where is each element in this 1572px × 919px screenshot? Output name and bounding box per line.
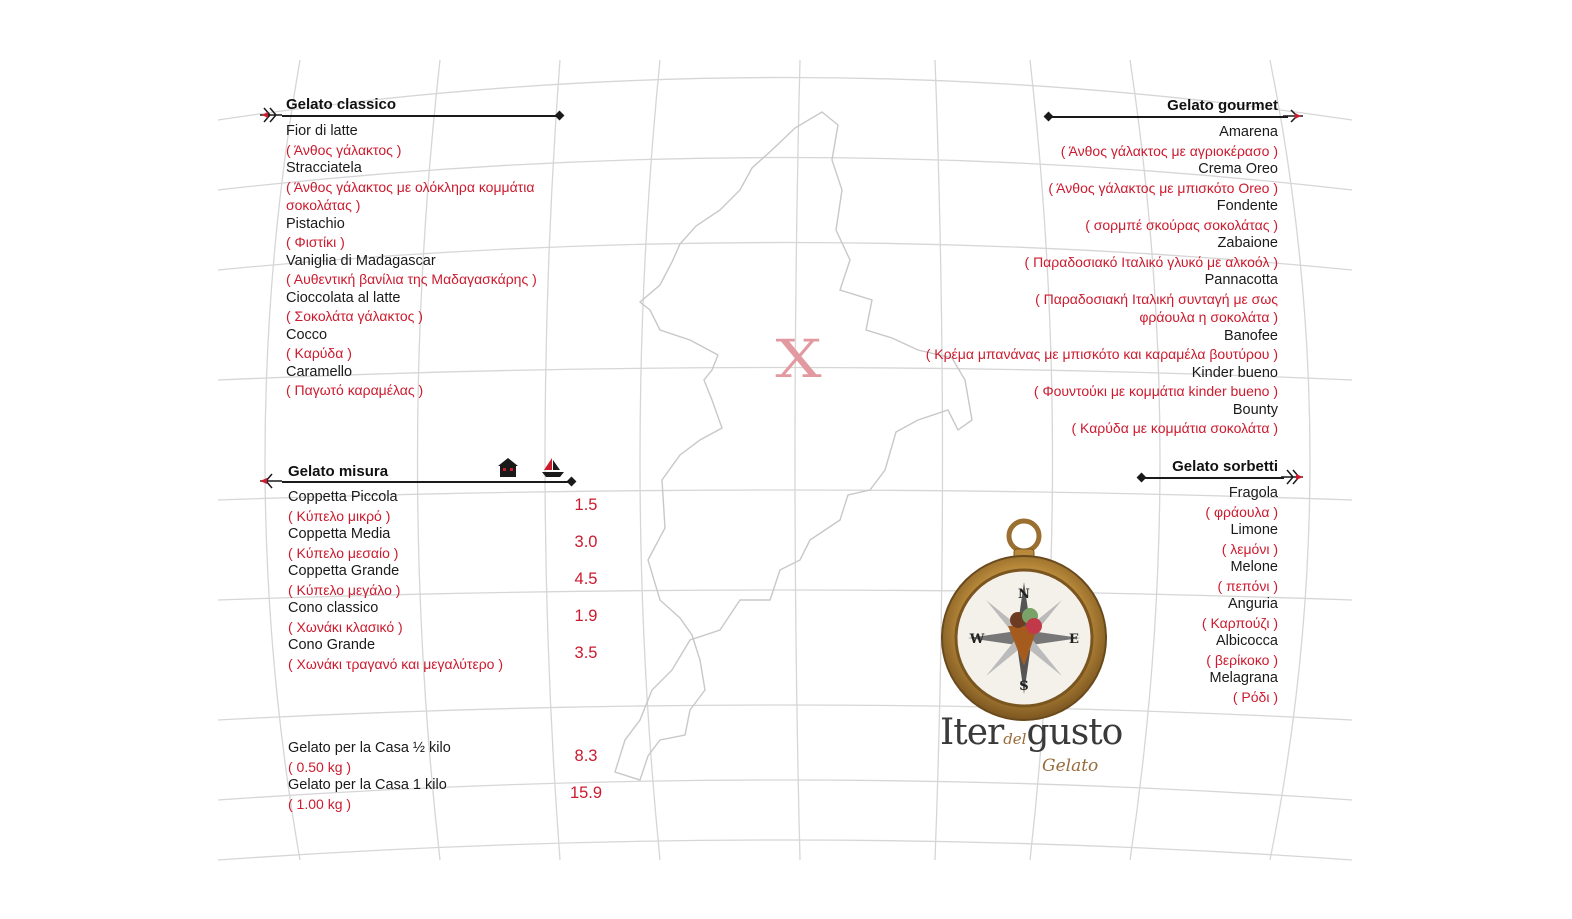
price-label: 15.9 <box>569 784 603 802</box>
sorbetti-title: Gelato sorbetti <box>1172 458 1278 475</box>
flavor-name: Banofee <box>1223 327 1278 344</box>
compass-east-label: E <box>1069 632 1079 647</box>
flavor-name: Kinder bueno <box>1191 364 1278 381</box>
size-description: ( Χωνάκι κλασικό ) <box>288 618 403 635</box>
size-name: Coppetta Media <box>288 526 391 542</box>
menu-item <box>288 636 598 673</box>
flavor-name: Melagrana <box>1209 670 1278 686</box>
menu-item <box>900 364 1278 401</box>
menu-item <box>288 776 603 813</box>
flavor-description: ( Άνθος γάλακτος με μπισκότο Oreo ) <box>1048 179 1278 196</box>
arrow-fletching-icon <box>258 106 284 124</box>
arrow-fletching-icon <box>1283 107 1305 125</box>
flavor-description: ( Παγωτό καραμέλας ) <box>286 382 424 398</box>
size-name: Gelato per la Casa ½ kilo <box>288 740 451 756</box>
header-rule <box>282 481 572 483</box>
flavor-name: Cioccolata al latte <box>286 289 401 306</box>
flavor-name: Cocco <box>286 326 328 343</box>
price-label: 3.5 <box>574 644 598 662</box>
price-label: 1.5 <box>574 496 598 514</box>
flavor-name: Amarena <box>1219 124 1278 140</box>
flavor-name: Vaniglia di Madagascar <box>286 252 436 269</box>
header-rule <box>1142 477 1284 479</box>
menu-item <box>286 215 578 252</box>
size-description: ( Κύπελο μικρό ) <box>288 507 391 524</box>
menu-item <box>1130 595 1278 632</box>
menu-item <box>1130 632 1278 669</box>
flavor-name: Albicocca <box>1215 633 1278 649</box>
size-description: ( Κύπελο μεγάλο ) <box>288 581 401 598</box>
flavor-description: ( Αυθεντική βανίλια της Μαδαγασκάρης ) <box>286 271 537 287</box>
menu-item <box>286 363 578 400</box>
size-name: Cono Grande <box>288 637 376 653</box>
flavor-name: Zabaione <box>1217 235 1278 251</box>
flavor-name: Anguria <box>1228 596 1278 612</box>
flavor-description: ( Φιστίκι ) <box>286 234 345 250</box>
menu-item <box>900 271 1278 308</box>
flavor-name: Bounty <box>1232 401 1278 418</box>
arrow-head-icon <box>555 111 565 121</box>
flavor-description: ( Παραδοσιακό Ιταλικό γλυκό με αλκοόλ ) <box>1024 253 1278 270</box>
menu-item <box>900 308 1278 327</box>
menu-item <box>286 159 578 215</box>
flavor-description: ( βερίκοκο ) <box>1206 651 1278 668</box>
logo-subtitle: Gelato <box>1042 756 1099 776</box>
logo-del: del <box>1003 730 1027 748</box>
menu-item <box>288 739 598 776</box>
header-rule <box>1048 116 1288 118</box>
menu-item <box>1130 484 1278 521</box>
flavor-description: ( πεπόνι ) <box>1217 577 1278 594</box>
header-rule <box>282 115 560 117</box>
compass-south-label: S <box>1019 679 1029 694</box>
gourmet-section <box>900 97 1305 438</box>
flavor-description: ( Καρύδα με κομμάτια σοκολάτα ) <box>1071 420 1278 436</box>
map-x-mark: X <box>775 330 822 390</box>
flavor-name: Pistachio <box>286 215 345 232</box>
logo-gusto: gusto <box>1026 712 1123 753</box>
flavor-name: Stracciatela <box>286 160 362 176</box>
menu-item <box>900 327 1278 364</box>
boat-icon <box>540 456 566 478</box>
flavor-description: ( Παραδοσιακή Ιταλική συνταγή με σως <box>1035 290 1278 307</box>
menu-item <box>286 252 578 289</box>
size-description: ( Κύπελο μεσαίο ) <box>288 544 399 561</box>
misura-title: Gelato misura <box>288 463 389 480</box>
menu-item <box>1130 521 1278 558</box>
gourmet-header <box>900 97 1305 123</box>
classic-header <box>258 96 578 122</box>
casa-list <box>258 739 603 813</box>
classic-list <box>258 122 578 400</box>
size-name: Coppetta Piccola <box>288 489 398 505</box>
menu-item <box>900 160 1278 197</box>
misura-section <box>258 462 603 813</box>
flavor-name: Melone <box>1230 559 1278 575</box>
classic-title: Gelato classico <box>286 96 397 113</box>
price-label: 3.0 <box>574 533 598 551</box>
menu-item <box>900 234 1278 271</box>
sorbetti-list <box>1130 484 1305 706</box>
size-name: Gelato per la Casa 1 kilo <box>288 777 447 793</box>
menu-item <box>286 122 578 159</box>
compass-north-label: N <box>1018 587 1030 602</box>
gourmet-title: Gelato gourmet <box>1167 97 1278 114</box>
flavor-name: Crema Oreo <box>1198 161 1278 177</box>
menu-item <box>1130 669 1278 706</box>
arrow-head-icon <box>567 477 577 487</box>
flavor-description: ( σορμπέ σκούρας σοκολάτας ) <box>1085 216 1278 233</box>
menu-item <box>900 401 1278 438</box>
sorbetti-section <box>1130 458 1305 706</box>
brand-logo <box>940 712 1122 753</box>
gourmet-list <box>900 123 1305 438</box>
menu-item <box>900 197 1278 234</box>
size-description: ( 0.50 kg ) <box>288 758 352 775</box>
flavor-description: ( Ρόδι ) <box>1232 688 1278 705</box>
flavor-description: ( λεμόνι ) <box>1221 540 1278 557</box>
flavor-description: ( Άνθος γάλακτος με αγριοκέρασο ) <box>1060 142 1278 159</box>
size-name: Coppetta Grande <box>288 563 400 579</box>
flavor-description: ( Άνθος γάλακτος ) <box>286 141 402 158</box>
flavor-description: ( Καρπούζι ) <box>1201 614 1278 631</box>
flavor-description: ( Άνθος γάλακτος με ολόκληρα κομμάτια σοκολάτας ) <box>286 178 535 213</box>
logo-iter: Iter <box>940 712 1004 753</box>
house-icon <box>496 456 520 478</box>
flavor-name: Caramello <box>286 363 353 380</box>
classic-section <box>258 96 578 400</box>
price-label: 8.3 <box>574 747 598 765</box>
flavor-name: Limone <box>1230 522 1278 538</box>
menu-item <box>288 599 598 636</box>
flavor-name: Fragola <box>1228 485 1278 501</box>
flavor-description: ( φράουλα ) <box>1205 503 1278 520</box>
flavor-description: ( Κρέμα μπανάνας με μπισκότο και καραμέλα βουτύρου ) <box>925 346 1278 362</box>
flavor-description: ( Σοκολάτα γάλακτος ) <box>286 308 423 324</box>
misura-header <box>258 462 588 488</box>
size-description: ( Χωνάκι τραγανό και μεγαλύτερο ) <box>288 655 503 672</box>
menu-item <box>286 326 578 363</box>
flavor-description: φράουλα η σοκολάτα ) <box>1139 309 1278 325</box>
menu-item <box>288 488 598 525</box>
flavor-description: ( Καρύδα ) <box>286 345 352 361</box>
menu-item <box>900 123 1278 160</box>
flavor-name: Pannacotta <box>1204 272 1278 288</box>
flavor-name: Fondente <box>1216 198 1278 214</box>
sorbetti-header <box>1130 458 1305 484</box>
menu-item <box>288 562 598 599</box>
flavor-description: ( Φουντούκι με κομμάτια kinder bueno ) <box>1033 383 1278 399</box>
size-description: ( 1.00 kg ) <box>288 795 352 812</box>
price-label: 1.9 <box>574 607 598 625</box>
flavor-name: Fior di latte <box>286 123 358 139</box>
price-label: 4.5 <box>574 570 598 588</box>
menu-item <box>288 525 598 562</box>
menu-item <box>286 289 578 326</box>
compass-west-label: W <box>969 632 985 647</box>
arrow-fletching-icon <box>1281 468 1305 486</box>
menu-item <box>1130 558 1278 595</box>
misura-list <box>258 488 598 673</box>
size-name: Cono classico <box>288 600 379 616</box>
